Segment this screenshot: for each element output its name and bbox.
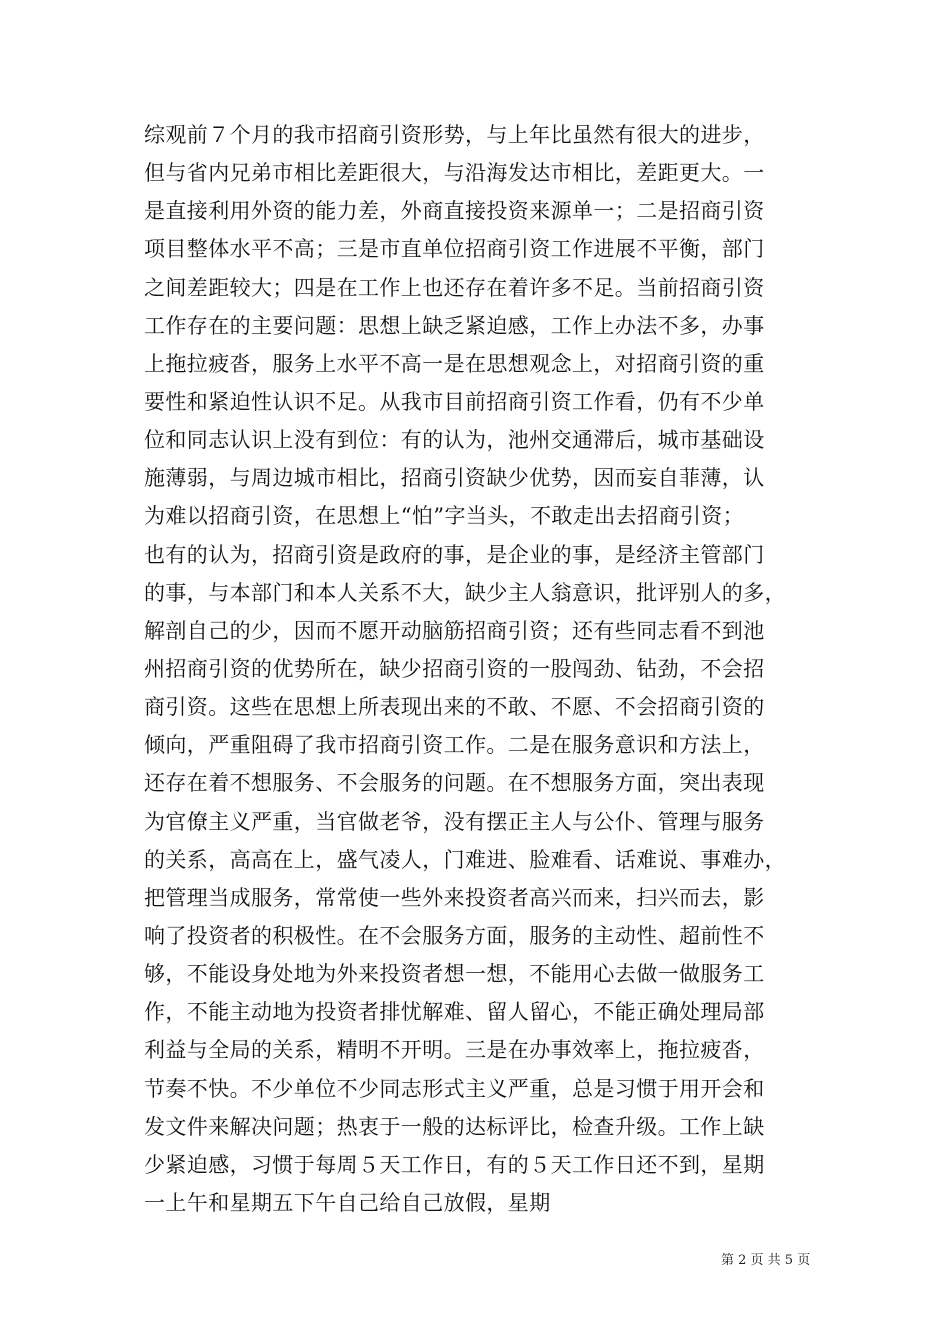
- text-line: 位和同志认识上没有到位：有的认为，池州交通滞后，城市基础设: [144, 428, 765, 453]
- text-line: 还存在着不想服务、不会服务的问题。在不想服务方面，突出表现: [144, 771, 765, 796]
- text-line: 的关系，高高在上，盛气凌人，门难进、脸难看、话难说、事难办，: [144, 847, 786, 872]
- text-line: 利益与全局的关系，精明不开明。三是在办事效率上，拖拉疲沓，: [144, 1038, 765, 1063]
- text-line: 施薄弱，与周边城市相比，招商引资缺少优势，因而妄自菲薄，认: [144, 466, 765, 491]
- text-line: 够，不能设身处地为外来投资者想一想，不能用心去做一做服务工: [144, 962, 765, 987]
- body-paragraph: [144, 116, 824, 1222]
- text-line: 是直接利用外资的能力差，外商直接投资来源单一；二是招商引资: [144, 199, 765, 224]
- text-line: 之间差距较大；四是在工作上也还存在着许多不足。当前招商引资: [144, 275, 765, 300]
- text-line: 作，不能主动地为投资者排忧解难、留人留心，不能正确处理局部: [144, 1000, 765, 1025]
- text-line: 项目整体水平不高；三是市直单位招商引资工作进展不平衡，部门: [144, 237, 765, 262]
- text-line: 节奏不快。不少单位不少同志形式主义严重，总是习惯于用开会和: [144, 1076, 765, 1101]
- text-line: 少紧迫感，习惯于每周５天工作日，有的５天工作日还不到，星期: [144, 1152, 765, 1177]
- text-line: 要性和紧迫性认识不足。从我市目前招商引资工作看，仍有不少单: [144, 389, 765, 414]
- text-line: 响了投资者的积极性。在不会服务方面，服务的主动性、超前性不: [144, 923, 765, 948]
- text-line: 的事，与本部门和本人关系不大，缺少主人翁意识，批评别人的多，: [144, 580, 786, 605]
- text-line: 解剖自己的少，因而不愿开动脑筋招商引资；还有些同志看不到池: [144, 618, 765, 643]
- text-line: 上拖拉疲沓，服务上水平不高一是在思想观念上，对招商引资的重: [144, 351, 765, 376]
- text-line: 综观前７个月的我市招商引资形势，与上年比虽然有很大的进步，: [144, 123, 765, 147]
- text-line: 为难以招商引资，在思想上“怕”字当头，不敢走出去招商引资；: [144, 504, 745, 529]
- text-line: 但与省内兄弟市相比差距很大，与沿海发达市相比，差距更大。一: [144, 161, 765, 186]
- text-line: 为官僚主义严重，当官做老爷，没有摆正主人与公仆、管理与服务: [144, 809, 765, 834]
- text-line: 一上午和星期五下午自己给自己放假，星期: [144, 1190, 551, 1215]
- text-line: 商引资。这些在思想上所表现出来的不敢、不愿、不会招商引资的: [144, 695, 765, 720]
- text-line: 工作存在的主要问题：思想上缺乏紧迫感，工作上办法不多，办事: [144, 313, 765, 338]
- page-number: 第 2 页 共 5 页: [721, 1253, 811, 1268]
- text-line: 发文件来解决问题；热衷于一般的达标评比，检查升级。工作上缺: [144, 1114, 765, 1139]
- text-line: 倾向，严重阻碍了我市招商引资工作。二是在服务意识和方法上，: [144, 733, 765, 758]
- text-line: 也有的认为，招商引资是政府的事，是企业的事，是经济主管部门: [144, 542, 765, 567]
- text-line: 州招商引资的优势所在，缺少招商引资的一股闯劲、钻劲，不会招: [144, 656, 765, 681]
- text-line: 把管理当成服务，常常使一些外来投资者高兴而来，扫兴而去，影: [144, 885, 765, 910]
